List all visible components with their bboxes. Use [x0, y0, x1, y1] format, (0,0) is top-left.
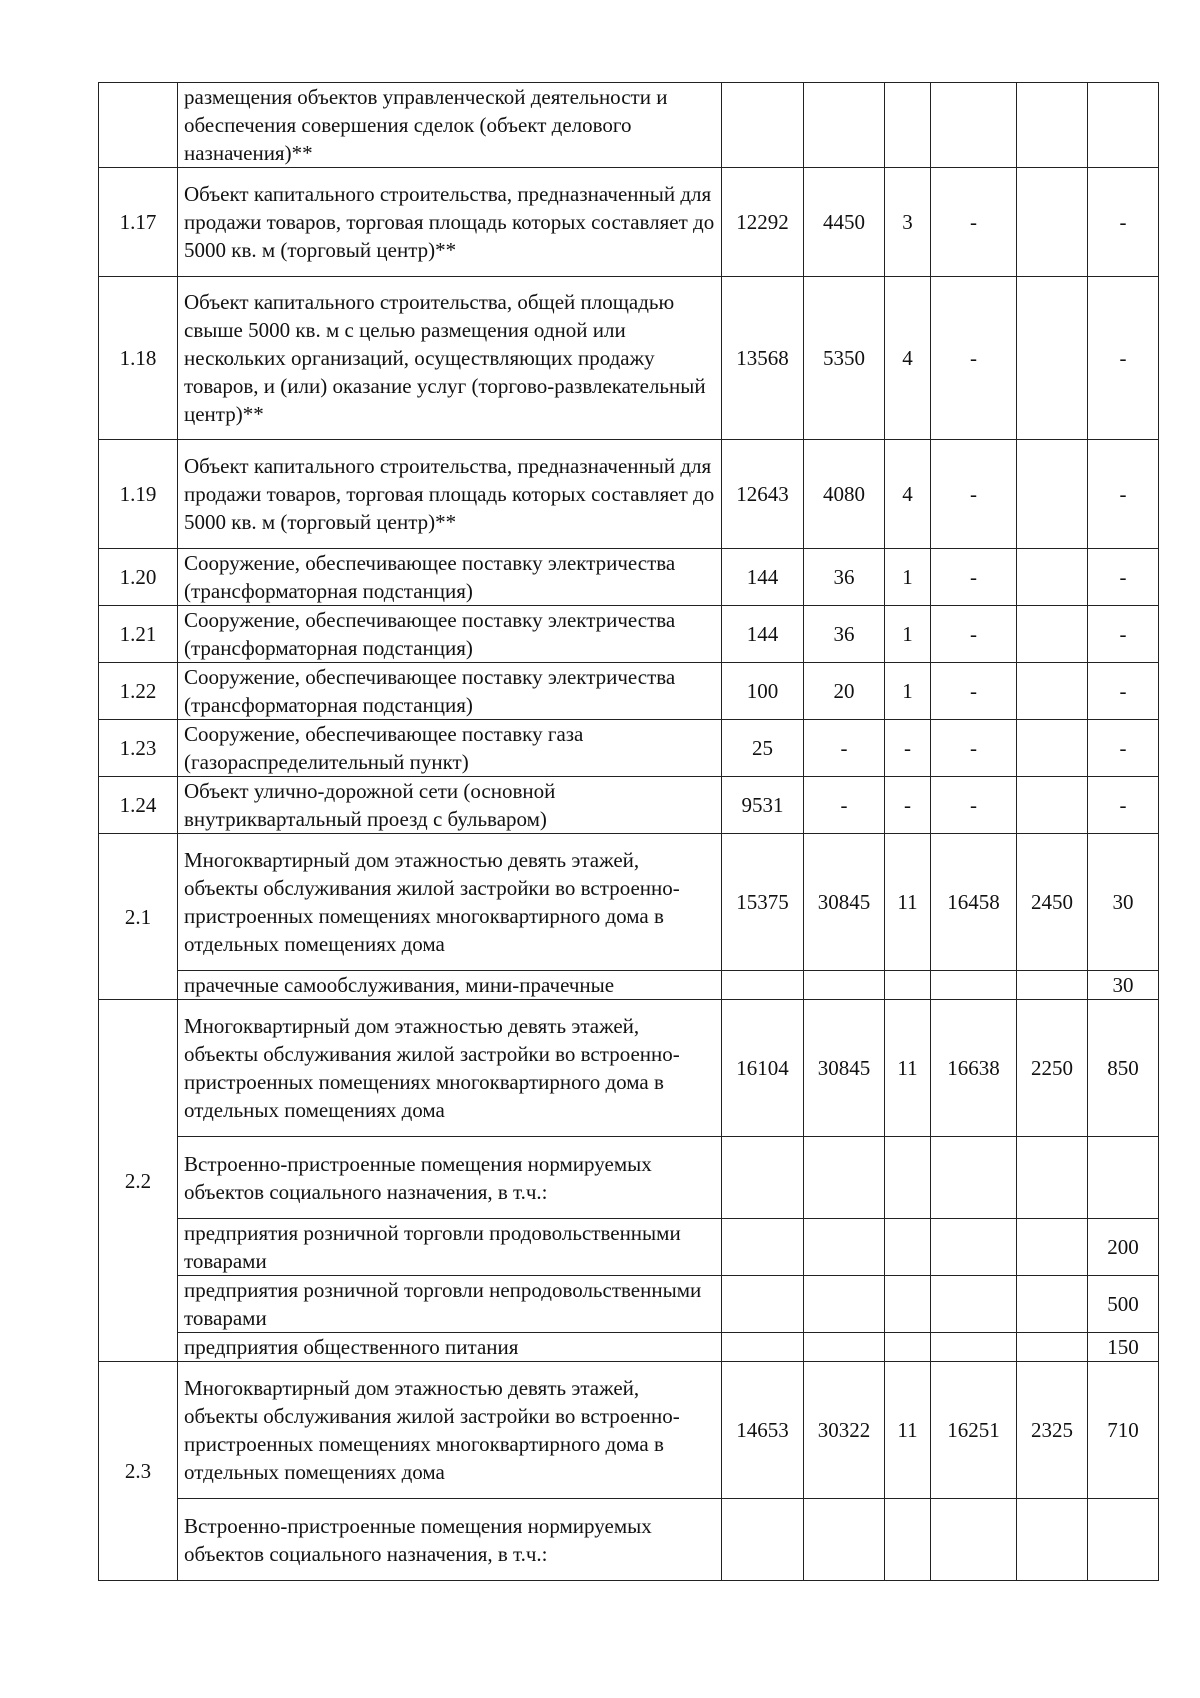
cell-value	[885, 1276, 931, 1333]
cell-value: 3	[885, 168, 931, 277]
cell-value	[931, 971, 1017, 1000]
cell-value: 30	[1088, 971, 1159, 1000]
table-row	[99, 277, 1159, 440]
cell-value	[885, 83, 931, 168]
table-subrow	[99, 1137, 1159, 1219]
cell-value: -	[1088, 777, 1159, 834]
row-description: Объект капитального строительства, предназначенный для продажи товаров, торговая площадь которых составляет до 5000 кв. м (торговый центр)**	[178, 168, 722, 277]
cell-value: -	[931, 663, 1017, 720]
cell-value	[804, 971, 885, 1000]
cell-value: 20	[804, 663, 885, 720]
cell-value: 14653	[722, 1362, 804, 1499]
cell-value: 16104	[722, 1000, 804, 1137]
cell-value: -	[1088, 440, 1159, 549]
cell-value: -	[931, 720, 1017, 777]
cell-value	[804, 1137, 885, 1219]
cell-value	[1017, 277, 1088, 440]
row-description: Объект капитального строительства, предназначенный для продажи товаров, торговая площадь которых составляет до 5000 кв. м (торговый центр)**	[178, 440, 722, 549]
cell-value	[1017, 549, 1088, 606]
row-description: размещения объектов управленческой деятельности и обеспечения совершения сделок (объект делового назначения)**	[178, 83, 722, 168]
cell-value: 15375	[722, 834, 804, 971]
row-number: 1.22	[99, 663, 178, 720]
cell-value	[722, 83, 804, 168]
cell-value: -	[1088, 663, 1159, 720]
cell-value: 710	[1088, 1362, 1159, 1499]
cell-value: 16638	[931, 1000, 1017, 1137]
cell-value	[1017, 1333, 1088, 1362]
row-number: 2.1	[99, 834, 178, 1000]
row-description: Многоквартирный дом этажностью девять этажей, объекты обслуживания жилой застройки во встроенно-пристроенных помещениях многоквартирного дома в отдельных помещениях дома	[178, 834, 722, 971]
cell-value: -	[1088, 549, 1159, 606]
table-subrow	[99, 971, 1159, 1000]
cell-value	[804, 1276, 885, 1333]
table-subrow	[99, 1276, 1159, 1333]
table-row	[99, 834, 1159, 971]
cell-value: -	[931, 440, 1017, 549]
cell-value	[931, 1219, 1017, 1276]
cell-value: 4450	[804, 168, 885, 277]
cell-value	[722, 1276, 804, 1333]
row-number: 1.24	[99, 777, 178, 834]
cell-value	[931, 83, 1017, 168]
row-description: Сооружение, обеспечивающее поставку газа (газораспределительный пункт)	[178, 720, 722, 777]
table-row	[99, 606, 1159, 663]
cell-value	[722, 1219, 804, 1276]
cell-value	[722, 1499, 804, 1581]
cell-value: 1	[885, 606, 931, 663]
cell-value: 150	[1088, 1333, 1159, 1362]
cell-value: 100	[722, 663, 804, 720]
cell-value: -	[885, 777, 931, 834]
subrow-description: прачечные самообслуживания, мини-прачечные	[178, 971, 722, 1000]
cell-value	[1017, 440, 1088, 549]
cell-value: 9531	[722, 777, 804, 834]
land-use-table	[98, 82, 1159, 1581]
row-description: Многоквартирный дом этажностью девять этажей, объекты обслуживания жилой застройки во встроенно-пристроенных помещениях многоквартирного дома в отдельных помещениях дома	[178, 1362, 722, 1499]
row-number: 2.2	[99, 1000, 178, 1362]
cell-value	[804, 1499, 885, 1581]
cell-value: -	[931, 777, 1017, 834]
cell-value	[804, 1333, 885, 1362]
cell-value: -	[931, 549, 1017, 606]
cell-value	[1017, 663, 1088, 720]
cell-value: -	[931, 606, 1017, 663]
row-number: 2.3	[99, 1362, 178, 1581]
table-row	[99, 777, 1159, 834]
cell-value	[1017, 1499, 1088, 1581]
row-number: 1.17	[99, 168, 178, 277]
cell-value: 16251	[931, 1362, 1017, 1499]
subrow-header: Встроенно-пристроенные помещения нормируемых объектов социального назначения, в т.ч.:	[178, 1499, 722, 1581]
table-row	[99, 440, 1159, 549]
cell-value: 30	[1088, 834, 1159, 971]
table-subrow	[99, 1333, 1159, 1362]
cell-value: -	[804, 777, 885, 834]
table-row	[99, 1000, 1159, 1137]
cell-value	[885, 1137, 931, 1219]
cell-value	[931, 1499, 1017, 1581]
table-row	[99, 168, 1159, 277]
cell-value: 16458	[931, 834, 1017, 971]
cell-value	[1017, 777, 1088, 834]
cell-value	[1088, 1137, 1159, 1219]
cell-value	[1017, 720, 1088, 777]
table-row	[99, 1362, 1159, 1499]
row-number: 1.19	[99, 440, 178, 549]
cell-value: -	[804, 720, 885, 777]
row-description: Сооружение, обеспечивающее поставку электричества (трансформаторная подстанция)	[178, 606, 722, 663]
cell-value: 144	[722, 549, 804, 606]
cell-value	[1017, 606, 1088, 663]
cell-value: 2250	[1017, 1000, 1088, 1137]
cell-value: 30845	[804, 834, 885, 971]
row-number: 1.23	[99, 720, 178, 777]
cell-value	[1017, 168, 1088, 277]
cell-value	[885, 1219, 931, 1276]
cell-value: 2450	[1017, 834, 1088, 971]
cell-value: -	[931, 168, 1017, 277]
subrow-description: предприятия розничной торговли продовольственными товарами	[178, 1219, 722, 1276]
cell-value: 11	[885, 1362, 931, 1499]
cell-value: -	[1088, 720, 1159, 777]
cell-value	[931, 1333, 1017, 1362]
table-row	[99, 83, 1159, 168]
cell-value: 12643	[722, 440, 804, 549]
cell-value: -	[931, 277, 1017, 440]
cell-value	[1017, 83, 1088, 168]
cell-value: 25	[722, 720, 804, 777]
cell-value	[1017, 971, 1088, 1000]
cell-value: 5350	[804, 277, 885, 440]
row-description: Объект капитального строительства, общей площадью свыше 5000 кв. м с целью размещения одной или нескольких организаций, осуществляющих продажу товаров, и (или) оказание услуг (торгово-развлекательный центр)**	[178, 277, 722, 440]
row-description: Сооружение, обеспечивающее поставку электричества (трансформаторная подстанция)	[178, 549, 722, 606]
cell-value	[804, 83, 885, 168]
cell-value: 500	[1088, 1276, 1159, 1333]
cell-value	[722, 1137, 804, 1219]
table-subrow	[99, 1499, 1159, 1581]
subrow-description: предприятия розничной торговли непродовольственными товарами	[178, 1276, 722, 1333]
table-subrow	[99, 1219, 1159, 1276]
cell-value	[804, 1219, 885, 1276]
cell-value	[885, 1499, 931, 1581]
cell-value: 2325	[1017, 1362, 1088, 1499]
cell-value: -	[1088, 606, 1159, 663]
subrow-header: Встроенно-пристроенные помещения нормируемых объектов социального назначения, в т.ч.:	[178, 1137, 722, 1219]
cell-value: 850	[1088, 1000, 1159, 1137]
row-description: Объект улично-дорожной сети (основной внутриквартальный проезд с бульваром)	[178, 777, 722, 834]
cell-value: 12292	[722, 168, 804, 277]
row-number: 1.20	[99, 549, 178, 606]
cell-value	[1017, 1276, 1088, 1333]
cell-value	[1017, 1137, 1088, 1219]
cell-value: 11	[885, 834, 931, 971]
table-row	[99, 549, 1159, 606]
cell-value: 13568	[722, 277, 804, 440]
cell-value: 144	[722, 606, 804, 663]
cell-value: 30322	[804, 1362, 885, 1499]
cell-value: 1	[885, 549, 931, 606]
cell-value	[885, 1333, 931, 1362]
cell-value: 4080	[804, 440, 885, 549]
cell-value	[885, 971, 931, 1000]
table-row	[99, 720, 1159, 777]
cell-value: 11	[885, 1000, 931, 1137]
cell-value: 4	[885, 440, 931, 549]
cell-value	[722, 971, 804, 1000]
subrow-description: предприятия общественного питания	[178, 1333, 722, 1362]
row-number: 1.21	[99, 606, 178, 663]
row-number: 1.18	[99, 277, 178, 440]
cell-value	[1088, 1499, 1159, 1581]
table-row	[99, 663, 1159, 720]
cell-value: 30845	[804, 1000, 885, 1137]
cell-value: 200	[1088, 1219, 1159, 1276]
cell-value	[1088, 83, 1159, 168]
cell-value: -	[1088, 277, 1159, 440]
row-description: Сооружение, обеспечивающее поставку электричества (трансформаторная подстанция)	[178, 663, 722, 720]
cell-value	[931, 1276, 1017, 1333]
cell-value: 36	[804, 549, 885, 606]
cell-value: 4	[885, 277, 931, 440]
cell-value: 1	[885, 663, 931, 720]
cell-value	[931, 1137, 1017, 1219]
row-description: Многоквартирный дом этажностью девять этажей, объекты обслуживания жилой застройки во встроенно-пристроенных помещениях многоквартирного дома в отдельных помещениях дома	[178, 1000, 722, 1137]
cell-value: 36	[804, 606, 885, 663]
cell-value: -	[1088, 168, 1159, 277]
row-number	[99, 83, 178, 168]
cell-value	[1017, 1219, 1088, 1276]
cell-value	[722, 1333, 804, 1362]
cell-value: -	[885, 720, 931, 777]
